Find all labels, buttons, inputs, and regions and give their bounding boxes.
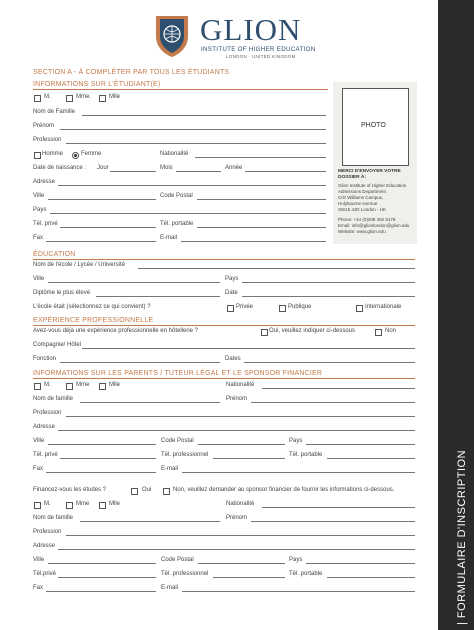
school-label: Nom de l'école / Lycée / Université — [33, 262, 125, 268]
sponsor-fax-label: Fax — [33, 585, 44, 591]
sponsor-mlle-checkbox[interactable] — [99, 502, 106, 509]
sponsor-mme-checkbox[interactable] — [66, 502, 73, 509]
financing-no-checkbox[interactable] — [163, 488, 170, 495]
international-label: Internationale — [365, 304, 402, 310]
nationality-label: Nationalité — [160, 151, 189, 157]
parent-fax-label: Fax — [33, 466, 44, 472]
exp-dates-field[interactable] — [244, 362, 415, 363]
country-field[interactable] — [50, 213, 326, 214]
parent-first-name-field[interactable] — [251, 402, 415, 403]
fax-field[interactable] — [46, 241, 156, 242]
parent-postcode-label: Code Postal — [161, 438, 194, 444]
sponsor-tel-home-field[interactable] — [58, 577, 156, 578]
first-name-label: Prénom — [33, 123, 55, 129]
sponsor-first-name-label: Prénom — [226, 515, 248, 521]
sponsor-profession-label: Profession — [33, 529, 62, 535]
school-field[interactable] — [138, 268, 415, 269]
dob-year-field[interactable] — [245, 171, 326, 172]
profession-label: Profession — [33, 137, 62, 143]
exp-dates-label: Dates — [225, 356, 241, 362]
divider — [33, 89, 328, 90]
experience-yes-label: Oui, veuillez indiquer ci-dessous — [269, 328, 356, 334]
email-label: E-mail — [160, 235, 178, 241]
diploma-date-field[interactable] — [242, 296, 415, 297]
experience-no-label: Non — [385, 328, 397, 334]
sponsor-tel-work-label: Tél. professionnel — [161, 571, 209, 577]
send-address-3: C/O Williams Campus, — [338, 195, 384, 200]
side-title: | FORMULAIRE D'INSCRIPTION — [456, 449, 468, 625]
sponsor-tel-home-label: Tél.privé — [33, 571, 57, 577]
parent-profession-label: Profession — [33, 410, 62, 416]
email-field[interactable] — [181, 241, 326, 242]
postcode-field[interactable] — [197, 199, 326, 200]
school-type-label: L'école était (sélectionnez ce qui convient) ? — [33, 304, 151, 310]
nationality-field[interactable] — [195, 157, 326, 158]
sponsor-last-name-field[interactable] — [80, 521, 220, 522]
sponsor-first-name-field[interactable] — [251, 521, 415, 522]
tel-home-field[interactable] — [60, 227, 156, 228]
function-label: Fonction — [33, 356, 57, 362]
glion-logo — [154, 14, 324, 62]
title-m-checkbox[interactable] — [34, 95, 41, 102]
experience-question: Avez-vous déjà une expérience professionnelle en hôtellerie ? — [33, 328, 198, 334]
sponsor-mlle-label: Mlle — [109, 501, 121, 507]
crest-icon — [154, 14, 190, 58]
sponsor-email-label: E-mail — [161, 585, 179, 591]
financing-yes-label: Oui — [142, 487, 152, 493]
parent-m-checkbox[interactable] — [34, 383, 41, 390]
title-mlle-checkbox[interactable] — [99, 95, 106, 102]
brand-locations: LONDON · UNITED KINGDOM — [226, 54, 296, 59]
postcode-label: Code Postal — [160, 193, 193, 199]
title-mme-label: Mme. — [76, 94, 91, 100]
sponsor-profession-field[interactable] — [66, 535, 415, 536]
education-heading: ÉDUCATION — [33, 251, 76, 258]
send-address-5: SW15 4JD London - UK — [338, 207, 387, 212]
send-address-1: Glion Institute of Higher Education — [338, 183, 407, 188]
send-address-4: Holybourne Avenue — [338, 201, 378, 206]
private-label: Privée — [236, 304, 254, 310]
edu-country-label: Pays — [225, 276, 239, 282]
parent-tel-work-field[interactable] — [213, 458, 285, 459]
experience-no-checkbox[interactable] — [375, 329, 382, 336]
edu-city-field[interactable] — [48, 282, 220, 283]
sponsor-m-label: M. — [44, 501, 51, 507]
function-field[interactable] — [60, 362, 220, 363]
dob-day-label: Jour — [97, 165, 109, 171]
parent-email-field[interactable] — [182, 472, 415, 473]
company-field[interactable] — [82, 348, 415, 349]
sponsor-tel-mobile-field[interactable] — [327, 577, 415, 578]
send-address-2: Admissions Department — [338, 189, 386, 194]
parents-heading: INFORMATIONS SUR LES PARENTS / TUTEUR LÉGAL ET LE SPONSOR FINANCIER — [33, 370, 323, 377]
send-website: Website: www.glion.edu — [338, 229, 386, 234]
send-phone: Phone: +44 (0)208 392 8178 — [338, 217, 396, 222]
parent-first-name-label: Prénom — [226, 396, 248, 402]
sponsor-m-checkbox[interactable] — [34, 502, 41, 509]
femme-checkbox[interactable] — [72, 152, 79, 159]
international-checkbox[interactable] — [356, 305, 363, 312]
parent-profession-field[interactable] — [66, 416, 415, 417]
sponsor-postcode-field[interactable] — [198, 563, 285, 564]
diploma-date-label: Date — [225, 290, 238, 296]
parent-country-field[interactable] — [306, 444, 415, 445]
sponsor-fax-field[interactable] — [46, 591, 156, 592]
send-email: Email: info@glionlondon@glion.edu — [338, 223, 410, 228]
address-label: Adresse — [33, 179, 56, 185]
homme-checkbox[interactable] — [34, 152, 41, 159]
diploma-label: Diplôme le plus élevé — [33, 290, 91, 296]
section-a-title: SECTION A - À COMPLÉTER PAR TOUS LES ÉTUDIANTS — [33, 69, 230, 76]
city-field[interactable] — [48, 199, 156, 200]
financing-yes-checkbox[interactable] — [131, 488, 138, 495]
tel-mobile-field[interactable] — [197, 227, 326, 228]
tel-mobile-label: Tél. portable — [160, 221, 194, 227]
parent-tel-work-label: Tél. professionnel — [161, 452, 209, 458]
sponsor-address-field[interactable] — [58, 549, 415, 550]
financing-no-label: Non, veuillez demander au sponsor financier de fournir les informations ci-dessous. — [173, 487, 395, 493]
address-field[interactable] — [58, 185, 326, 186]
title-mme-checkbox[interactable] — [66, 95, 73, 102]
parent-email-label: E-mail — [161, 466, 179, 472]
femme-label: Femme — [81, 151, 102, 157]
sponsor-email-field[interactable] — [182, 591, 415, 592]
fax-label: Fax — [33, 235, 44, 241]
title-m-label: M. — [44, 94, 51, 100]
brand-name: GLION — [200, 12, 302, 47]
experience-yes-checkbox[interactable] — [261, 329, 268, 336]
private-checkbox[interactable] — [227, 305, 234, 312]
parent-address-label: Adresse — [33, 424, 56, 430]
photo-label: PHOTO — [361, 122, 386, 129]
send-to-heading: MERCI D'ENVOYER VOTRE DOSSIER À: — [338, 169, 401, 180]
edu-country-field[interactable] — [242, 282, 415, 283]
parent-tel-mobile-field[interactable] — [327, 458, 415, 459]
parent-postcode-field[interactable] — [198, 444, 285, 445]
dob-month-field[interactable] — [176, 171, 221, 172]
parent-tel-mobile-label: Tél. portable — [289, 452, 323, 458]
sponsor-last-name-label: Nom de famille — [33, 515, 74, 521]
dob-year-label: Année — [225, 165, 243, 171]
parent-last-name-field[interactable] — [80, 402, 220, 403]
brand-subtitle: INSTITUTE OF HIGHER EDUCATION — [201, 46, 316, 53]
homme-label: Homme — [42, 151, 64, 157]
divider — [33, 378, 415, 379]
last-name-field[interactable] — [82, 115, 326, 116]
country-label: Pays — [33, 207, 47, 213]
sponsor-postcode-label: Code Postal — [161, 557, 194, 563]
parent-mlle-label: Mlle — [109, 382, 121, 388]
sponsor-nationality-label: Nationalité — [226, 501, 255, 507]
sponsor-mme-label: Mme — [76, 501, 90, 507]
sponsor-address-label: Adresse — [33, 543, 56, 549]
parent-mlle-checkbox[interactable] — [99, 383, 106, 390]
parent-tel-home-field[interactable] — [60, 458, 156, 459]
profession-field[interactable] — [66, 143, 326, 144]
sponsor-city-field[interactable] — [48, 563, 156, 564]
parent-fax-field[interactable] — [46, 472, 156, 473]
sponsor-country-label: Pays — [289, 557, 303, 563]
sponsor-tel-work-field[interactable] — [213, 577, 285, 578]
last-name-label: Nom de Famille — [33, 109, 76, 115]
experience-heading: EXPÉRIENCE PROFESSIONNELLE — [33, 317, 154, 324]
financing-question: Financez-vous les études ? — [33, 487, 107, 493]
public-label: Publique — [288, 304, 312, 310]
parent-nationality-field[interactable] — [262, 388, 415, 389]
parent-m-label: M. — [44, 382, 51, 388]
tel-home-label: Tél. privé — [33, 221, 58, 227]
sponsor-tel-mobile-label: Tél. portable — [289, 571, 323, 577]
parent-country-label: Pays — [289, 438, 303, 444]
dob-label: Date de naissance : — [33, 165, 87, 171]
company-label: Compagnie/ Hôtel — [33, 342, 82, 348]
parent-tel-home-label: Tél. privé — [33, 452, 58, 458]
diploma-field[interactable] — [96, 296, 220, 297]
dob-day-field[interactable] — [110, 171, 156, 172]
parent-city-field[interactable] — [48, 444, 156, 445]
parent-city-label: Ville — [33, 438, 45, 444]
parent-nationality-label: Nationalité — [226, 382, 255, 388]
divider — [33, 259, 415, 260]
first-name-field[interactable] — [60, 129, 326, 130]
divider — [33, 325, 415, 326]
parent-address-field[interactable] — [58, 430, 415, 431]
parent-mme-checkbox[interactable] — [66, 383, 73, 390]
edu-city-label: Ville — [33, 276, 45, 282]
title-mlle-label: Mlle — [109, 94, 121, 100]
parent-mme-label: Mme — [76, 382, 90, 388]
sponsor-nationality-field[interactable] — [262, 507, 415, 508]
sponsor-city-label: Ville — [33, 557, 45, 563]
dob-month-label: Mois — [160, 165, 173, 171]
city-label: Ville — [33, 193, 45, 199]
sponsor-country-field[interactable] — [306, 563, 415, 564]
student-heading: INFORMATIONS SUR L'ÉTUDIANT(E) — [33, 81, 161, 88]
public-checkbox[interactable] — [279, 305, 286, 312]
parent-last-name-label: Nom de famille — [33, 396, 74, 402]
